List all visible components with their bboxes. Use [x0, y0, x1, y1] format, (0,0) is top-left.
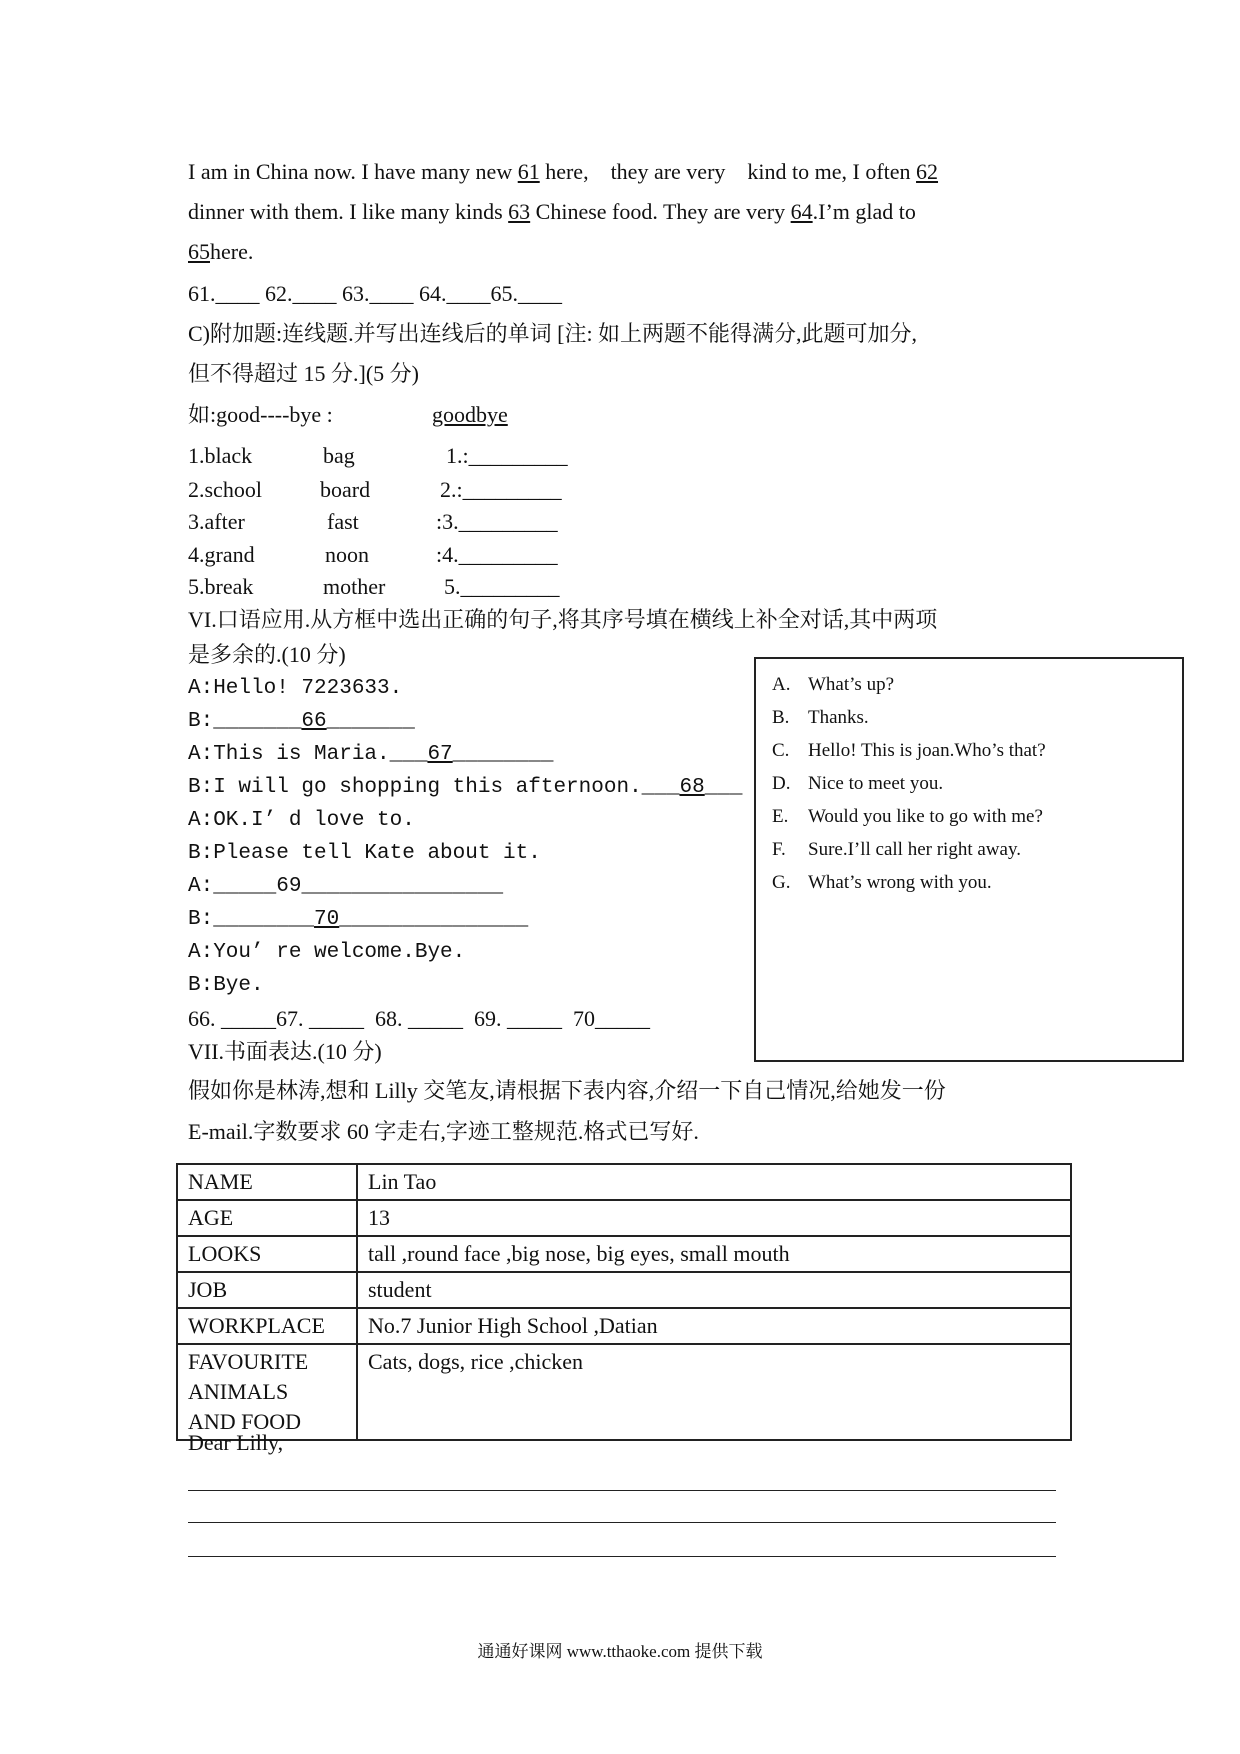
section-c-example — [188, 401, 333, 429]
match-mid-5: mother — [323, 574, 386, 599]
passage-text: .I’m glad to — [812, 199, 916, 224]
match-left-4: 4.grand — [188, 542, 255, 567]
table-key: AGE — [177, 1200, 357, 1236]
table-row — [177, 1272, 1071, 1308]
match-mid-3: fast — [327, 509, 359, 534]
passage-text: Chinese food. They are very — [530, 199, 791, 224]
dialog-text: B:Bye. — [188, 974, 264, 997]
table-row — [177, 1236, 1071, 1272]
blank-65: 65 — [188, 239, 210, 264]
match-blank-1: 1.:_________ — [446, 443, 568, 468]
passage-text: dinner with them. I like many kinds — [188, 199, 509, 224]
writing-line — [188, 1490, 1056, 1491]
dialog-text: B:I will go shopping this afternoon.___ — [188, 776, 680, 799]
option-text: What’s wrong with you. — [808, 872, 992, 893]
table-key: LOOKS — [177, 1236, 357, 1272]
passage-text: here. — [210, 239, 254, 264]
dialog-line-7 — [188, 873, 503, 901]
dialog-line-8 — [188, 906, 528, 934]
match-left-5: 5.break — [188, 574, 254, 599]
dialog-text: A:This is Maria.___ — [188, 743, 428, 766]
passage-text: I am in China now. I have many new — [188, 159, 518, 184]
option-text: Hello! This is joan.Who’s that? — [808, 740, 1046, 761]
section-vii-instr-1: 假如你是林涛,想和 Lilly 交笔友,请根据下表内容,介绍一下自己情况,给她发一份 — [188, 1078, 946, 1103]
table-key: FAVOURITE ANIMALS AND FOOD — [177, 1344, 357, 1440]
match-left-3: 3.after — [188, 509, 245, 534]
footer-text: 通通好课网 www.tthaoke.com 提供下载 — [477, 1642, 763, 1661]
dialog-text: A:Hello! 7223633. — [188, 677, 403, 700]
section-c-title: C)附加题:连线题.并写出连线后的单词 [注: 如上两题不能得满分,此题可加分, — [188, 321, 918, 346]
section-vi-title-2: 是多余的.(10 分) — [188, 642, 346, 667]
passage-line-2 — [188, 198, 916, 226]
table-key: NAME — [177, 1164, 357, 1200]
option-c — [772, 739, 1046, 763]
option-e — [772, 805, 1043, 829]
dialog-line-2 — [188, 708, 415, 736]
option-text: Would you like to go with me? — [808, 806, 1043, 827]
option-g — [772, 871, 992, 895]
table-value: tall ,round face ,big nose, big eyes, small mouth — [357, 1236, 1071, 1272]
section-vii-title: VII.书面表达.(10 分) — [188, 1039, 382, 1064]
blank-64: 64 — [790, 199, 813, 224]
dialog-text: A:OK.I’ d love to. — [188, 809, 415, 832]
blank-62: 62 — [916, 159, 939, 184]
option-b — [772, 706, 869, 730]
option-letter: E. — [772, 806, 789, 827]
option-letter: D. — [772, 773, 791, 794]
email-greeting: Dear Lilly, — [188, 1430, 284, 1455]
dialog-line-5 — [188, 807, 415, 835]
table-value: Cats, dogs, rice ,chicken — [357, 1344, 1071, 1440]
option-a — [772, 673, 894, 697]
option-letter: G. — [772, 872, 791, 893]
dialog-line-1 — [188, 675, 402, 703]
dialog-text: B:________ — [188, 908, 315, 931]
blank-70: 70 — [314, 908, 340, 931]
match-blank-4: :4._________ — [436, 542, 558, 567]
dialog-text: ___ — [704, 776, 743, 799]
match-mid-4: noon — [325, 542, 369, 567]
example-answer: goodbye — [432, 402, 508, 427]
option-letter: C. — [772, 740, 790, 761]
blank-69: 69 — [276, 875, 302, 898]
dialog-text: ________ — [452, 743, 554, 766]
blank-66: 66 — [301, 710, 327, 733]
passage-line-1 — [188, 158, 938, 186]
dialog-line-9 — [188, 939, 465, 967]
dialog-text: ________________ — [301, 875, 504, 898]
blank-63: 63 — [508, 199, 531, 224]
passage-text: here, they are very kind to me, I often — [539, 159, 917, 184]
match-blank-3: :3._________ — [436, 509, 558, 534]
option-text: What’s up? — [808, 674, 895, 695]
passage-line-3 — [188, 238, 253, 266]
blank-68: 68 — [679, 776, 705, 799]
dialog-answers: 66. _____67. _____ 68. _____ 69. _____ 70_____ — [188, 1006, 650, 1031]
option-letter: B. — [772, 707, 790, 728]
passage-answers: 61.____ 62.____ 63.____ 64.____65.____ — [188, 281, 562, 306]
dialog-text: B:_______ — [188, 710, 302, 733]
writing-line — [188, 1522, 1056, 1523]
dialog-line-3 — [188, 741, 554, 769]
option-text: Thanks. — [808, 707, 869, 728]
option-letter: A. — [772, 674, 791, 695]
table-row — [177, 1344, 1071, 1440]
blank-67: 67 — [427, 743, 453, 766]
match-left-1: 1.black — [188, 443, 253, 468]
writing-line — [188, 1556, 1056, 1557]
match-left-2: 2.school — [188, 477, 262, 502]
table-row — [177, 1308, 1071, 1344]
dialog-text: _______ — [326, 710, 415, 733]
option-text: Nice to meet you. — [808, 773, 944, 794]
dialog-line-4 — [188, 774, 743, 802]
table-key: WORKPLACE — [177, 1308, 357, 1344]
match-blank-5: 5._________ — [444, 574, 560, 599]
section-c-title-2: 但不得超过 15 分.](5 分) — [188, 361, 419, 386]
match-blank-2: 2.:_________ — [440, 477, 562, 502]
match-mid-1: bag — [323, 443, 355, 468]
dialog-text: B:Please tell Kate about it. — [188, 842, 541, 865]
dialog-text: _______________ — [339, 908, 529, 931]
table-row — [177, 1200, 1071, 1236]
table-value: No.7 Junior High School ,Datian — [357, 1308, 1071, 1344]
section-vi-title: VI.口语应用.从方框中选出正确的句子,将其序号填在横线上补全对话,其中两项 — [188, 607, 938, 632]
option-letter: F. — [772, 839, 786, 860]
table-key: JOB — [177, 1272, 357, 1308]
option-d — [772, 772, 943, 796]
dialog-line-10 — [188, 972, 264, 1000]
option-f — [772, 838, 1021, 862]
table-row — [177, 1164, 1071, 1200]
table-value: 13 — [357, 1200, 1071, 1236]
match-mid-2: board — [320, 477, 371, 502]
option-text: Sure.I’ll call her right away. — [808, 839, 1021, 860]
dialog-text: A:You’ re welcome.Bye. — [188, 941, 466, 964]
example-prefix: 如:good----bye : — [188, 402, 333, 427]
blank-61: 61 — [517, 159, 540, 184]
dialog-text: A:_____ — [188, 875, 277, 898]
table-value: student — [357, 1272, 1071, 1308]
dialog-line-6 — [188, 840, 541, 868]
table-value: Lin Tao — [357, 1164, 1071, 1200]
section-vii-instr-2: E-mail.字数要求 60 字走右,字迹工整规范.格式已写好. — [188, 1119, 699, 1144]
options-box — [754, 657, 1184, 1062]
info-table — [176, 1163, 1072, 1441]
